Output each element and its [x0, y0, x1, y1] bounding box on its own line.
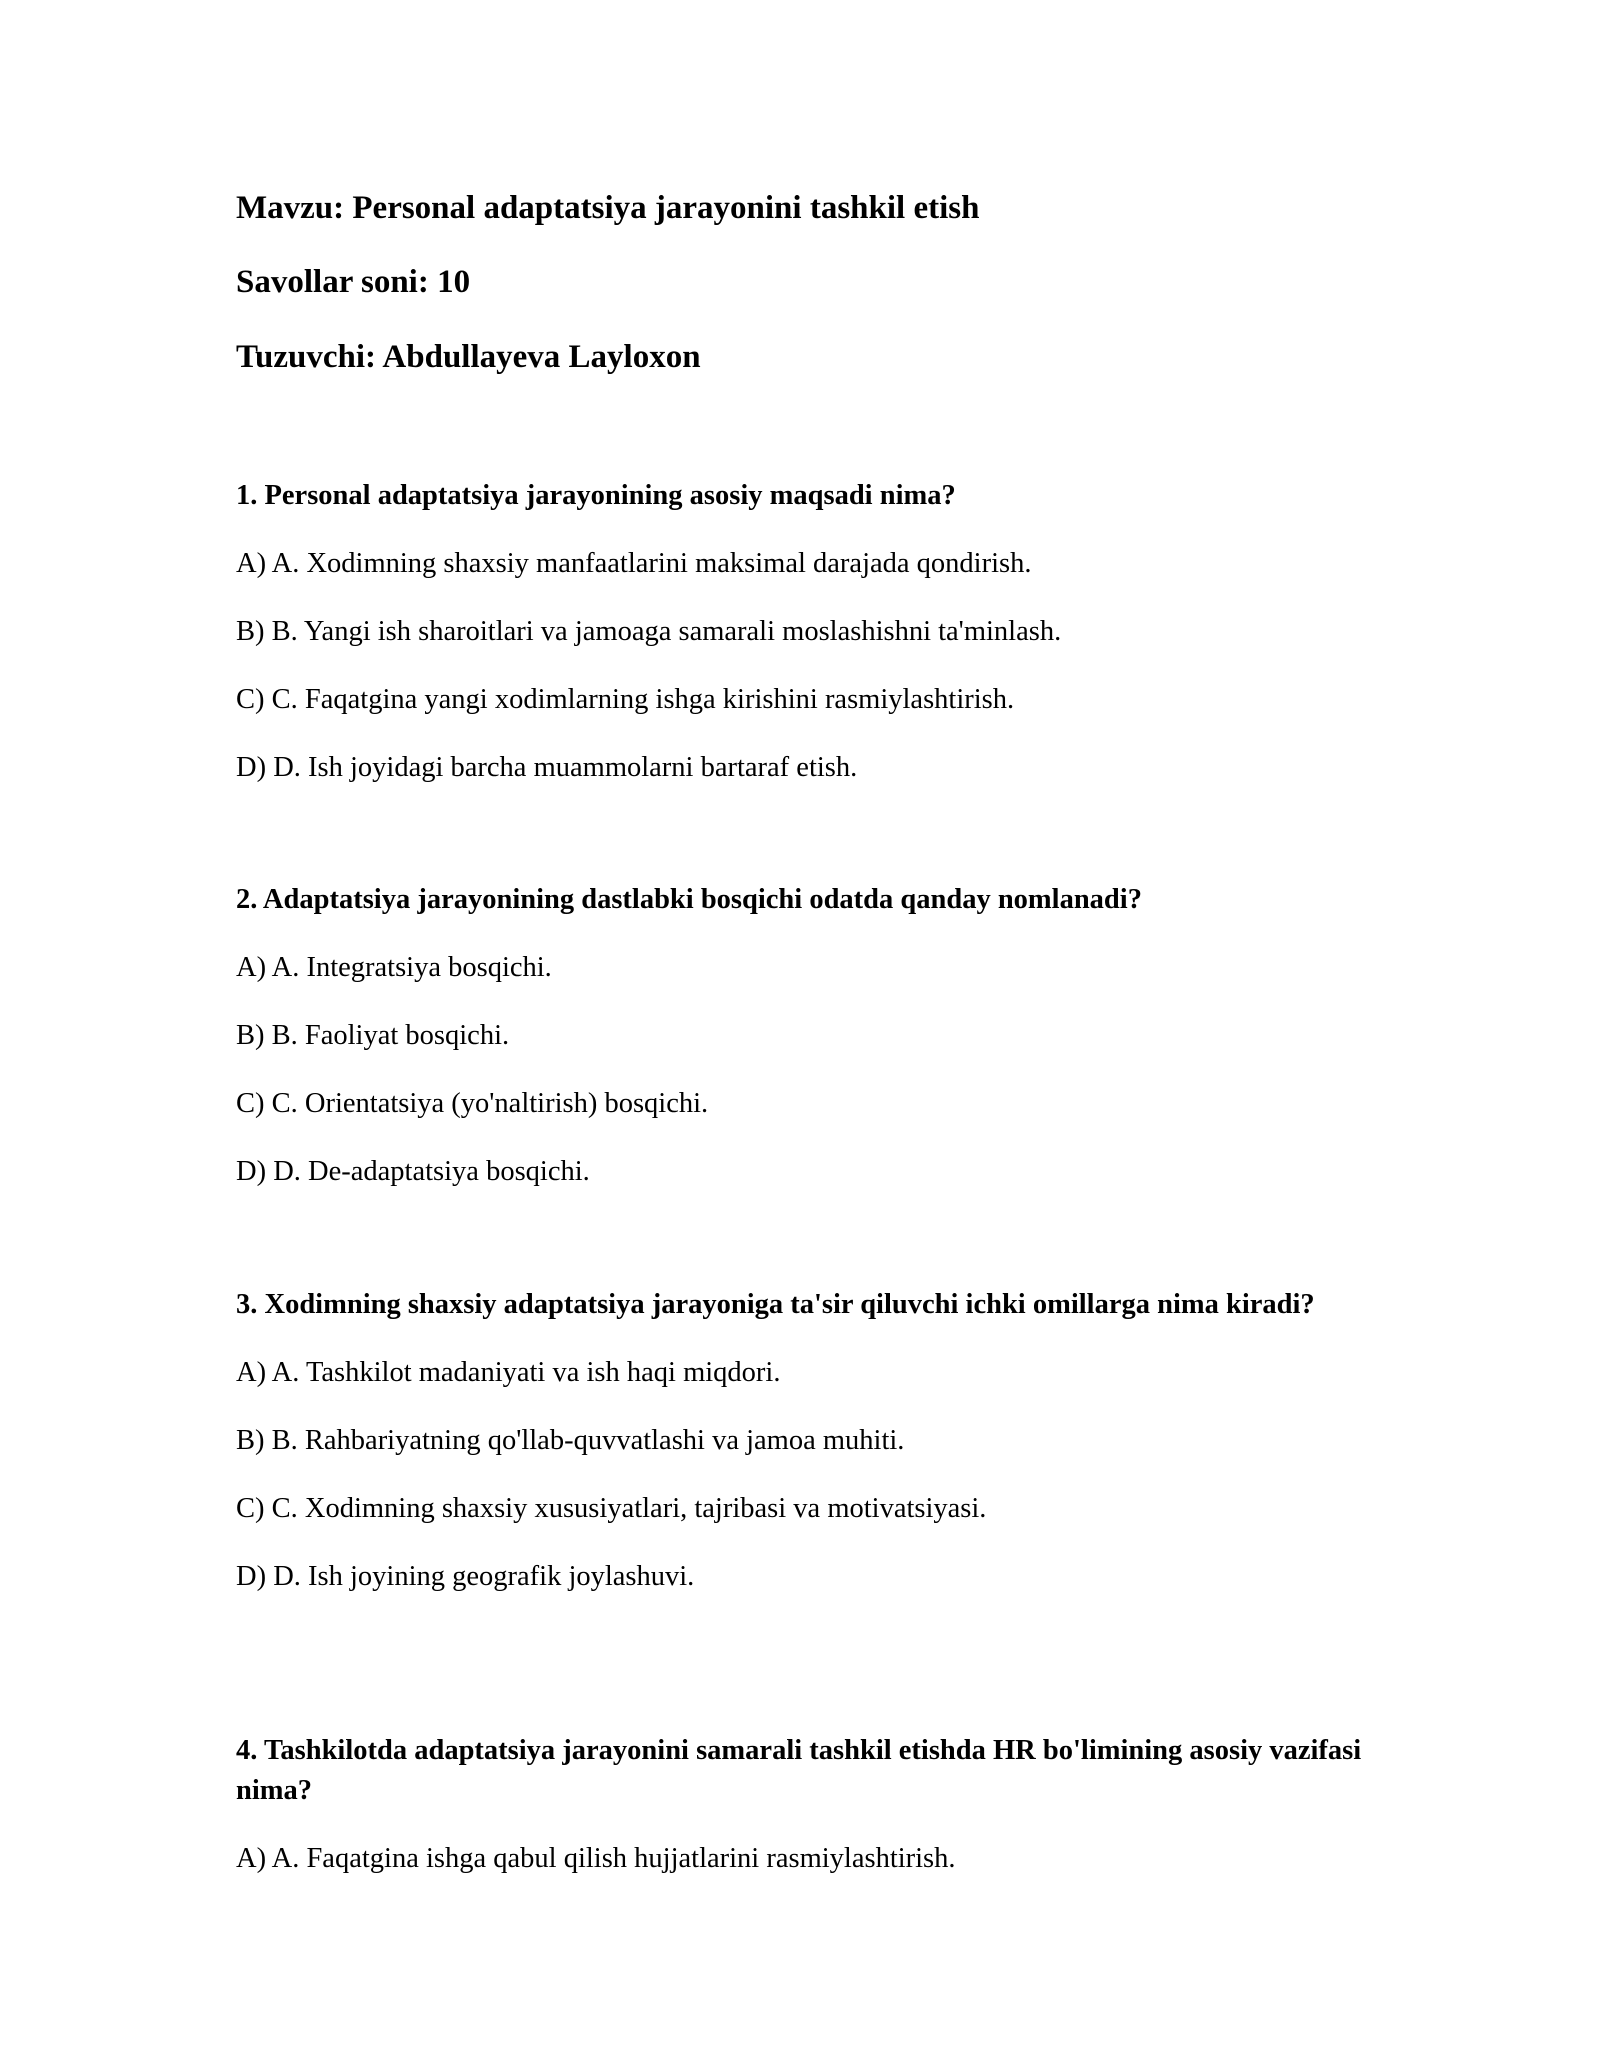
- option-b: B) B. Faoliyat bosqichi.: [236, 1020, 510, 1051]
- option-d: D) D. Ish joyidagi barcha muammolarni bartaraf etish.: [236, 752, 858, 783]
- option-a: A) A. Xodimning shaxsiy manfaatlarini maksimal darajada qondirish.: [236, 548, 1032, 579]
- option-a: A) A. Integratsiya bosqichi.: [236, 952, 552, 983]
- option-d: D) D. Ish joyining geografik joylashuvi.: [236, 1561, 695, 1592]
- question-block: [236, 476, 1366, 788]
- option-a: A) A. Faqatgina ishga qabul qilish hujjatlarini rasmiylashtirish.: [236, 1843, 956, 1874]
- topic-heading: Mavzu: Personal adaptatsiya jarayonini tashkil etish: [236, 190, 980, 226]
- option-b: B) B. Rahbariyatning qo'llab-quvvatlashi va jamoa muhiti.: [236, 1425, 905, 1456]
- options-list: [236, 1839, 1366, 1879]
- question-block: [236, 1731, 1366, 1879]
- options-list: [236, 544, 1366, 788]
- question-text: 1. Personal adaptatsiya jarayonining asosiy maqsadi nima?: [236, 480, 956, 511]
- option-b: B) B. Yangi ish sharoitlari va jamoaga samarali moslashishni ta'minlash.: [236, 616, 1062, 647]
- options-list: [236, 1353, 1366, 1597]
- option-c: C) C. Xodimning shaxsiy xususiyatlari, tajribasi va motivatsiyasi.: [236, 1493, 987, 1524]
- options-list: [236, 948, 1366, 1192]
- question-count: Savollar soni: 10: [236, 264, 471, 300]
- question-text: 4. Tashkilotda adaptatsiya jarayonini samarali tashkil etishda HR bo'limining asosiy vazifasi nima?: [236, 1735, 1362, 1806]
- option-c: C) C. Faqatgina yangi xodimlarning ishga kirishini rasmiylashtirish.: [236, 684, 1015, 715]
- question-text: 3. Xodimning shaxsiy adaptatsiya jarayoniga ta'sir qiluvchi ichki omillarga nima kiradi?: [236, 1289, 1315, 1320]
- option-c: C) C. Orientatsiya (yo'naltirish) bosqichi.: [236, 1088, 709, 1119]
- option-a: A) A. Tashkilot madaniyati va ish haqi miqdori.: [236, 1357, 781, 1388]
- question-block: [236, 880, 1366, 1192]
- option-d: D) D. De-adaptatsiya bosqichi.: [236, 1156, 590, 1187]
- question-block: [236, 1285, 1366, 1597]
- author-line: Tuzuvchi: Abdullayeva Layloxon: [236, 339, 701, 375]
- question-text: 2. Adaptatsiya jarayonining dastlabki bosqichi odatda qanday nomlanadi?: [236, 884, 1142, 915]
